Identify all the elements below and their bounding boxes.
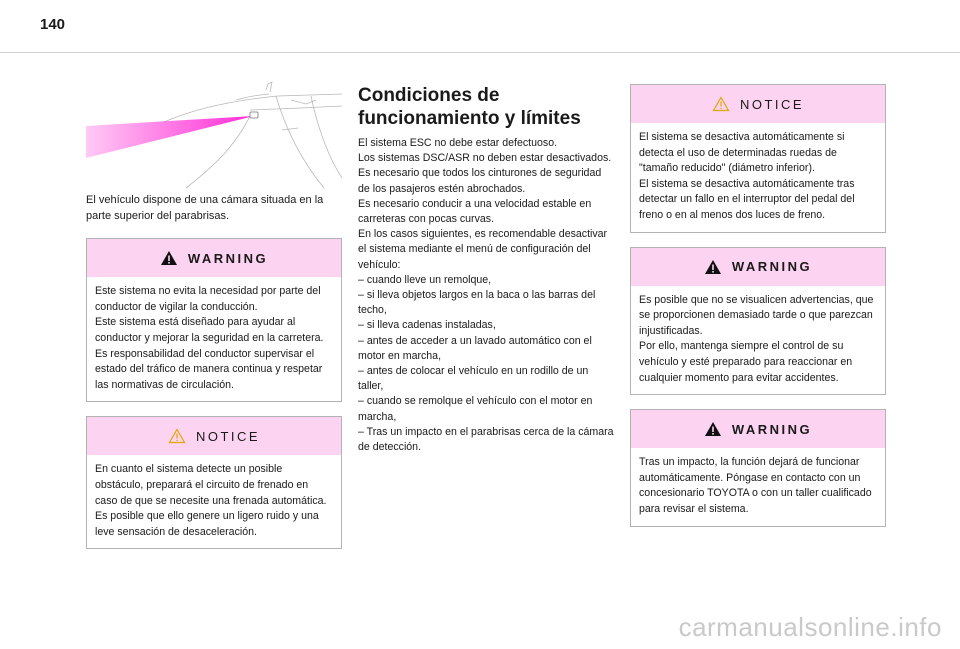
warning-box-alerts <box>630 247 886 396</box>
body-line: El sistema ESC no debe estar defectuoso. <box>358 137 558 149</box>
header-divider <box>0 52 960 53</box>
body-line: – antes de colocar el vehículo en un rodillo de un taller, <box>358 365 589 393</box>
windshield-camera-illustration <box>86 70 342 190</box>
notice-body <box>87 455 341 548</box>
warning-label: WARNING <box>731 421 813 437</box>
warning-line: Tras un impacto, la función dejará de funcionar automáticamente. Póngase en contacto con un concesionario TOYOTA o con un taller cualificado para revisar el sistema. <box>639 456 872 515</box>
notice-triangle-icon <box>168 428 186 444</box>
notice-line: En cuanto el sistema detecte un posible obstáculo, preparará el circuito de frenado en caso de que se necesite una frenada automática. <box>95 463 327 507</box>
notice-triangle-icon <box>712 96 730 112</box>
warning-label: WARNING <box>187 250 269 266</box>
camera-caption: El vehículo dispone de una cámara situada en la parte superior del parabrisas. <box>86 194 324 222</box>
notice-box-deactivation <box>630 84 886 233</box>
notice-line: El sistema se desactiva automáticamente tras detectar un fallo en el interruptor del pedal del freno o en al menos dos luces de freno. <box>639 177 855 221</box>
warning-triangle-icon <box>704 421 722 437</box>
page-number: 140 <box>40 16 66 33</box>
notice-label: NOTICE <box>739 96 805 112</box>
body-line: – cuando se remolque el vehículo con el motor en marcha, <box>358 395 593 423</box>
warning-line: Por ello, mantenga siempre el control de su vehículo y esté preparado para reaccionar en cualquier momento para evitar accidentes. <box>639 340 853 384</box>
body-line: En los casos siguientes, es recomendable desactivar el sistema mediante el menú de configuración del vehículo: <box>358 228 608 271</box>
left-column <box>86 70 342 549</box>
watermark: carmanualsonline.info <box>678 612 942 642</box>
notice-label: NOTICE <box>195 428 261 444</box>
notice-box-braking <box>86 416 342 549</box>
body-line: – si lleva cadenas instaladas, <box>358 319 496 332</box>
right-column <box>630 70 886 527</box>
warning-body <box>87 277 341 401</box>
body-line: – antes de acceder a un lavado automático con el motor en marcha, <box>358 334 592 362</box>
warning-triangle-icon <box>704 259 722 275</box>
notice-line: El sistema se desactiva automáticamente si detecta el uso de determinadas ruedas de "tamaño reducido" (diámetro inferior). <box>639 131 845 175</box>
body-line: – Tras un impacto en el parabrisas cerca de la cámara de detección. <box>358 425 614 454</box>
notice-body <box>631 123 885 232</box>
body-line: – si lleva objetos largos en la baca o las barras del techo, <box>358 289 596 317</box>
notice-line: Es posible que ello genere un ligero ruido y una leve sensación de desaceleración. <box>95 510 319 538</box>
warning-body <box>631 286 885 395</box>
body-line: Es necesario conducir a una velocidad estable en carreteras con pocas curvas. <box>358 197 592 226</box>
body-line: Es necesario que todos los cinturones de seguridad de los pasajeros estén abrochados. <box>358 167 602 195</box>
middle-column <box>358 70 614 455</box>
body-line: – cuando lleve un remolque, <box>358 273 492 286</box>
notice-header <box>87 417 341 455</box>
warning-label: WARNING <box>731 259 813 275</box>
conditions-text <box>358 136 614 455</box>
warning-line: Es posible que no se visualicen advertencias, que se proporcionen demasiado tarde o que parezcan injustificadas. <box>639 293 874 337</box>
warning-box-driver <box>86 238 342 402</box>
warning-box-impact <box>630 409 886 526</box>
warning-body <box>631 448 885 525</box>
warning-line: Es responsabilidad del conductor supervisar el estado del tráfico de manera continua y respetar las normativas de circulación. <box>95 347 323 391</box>
warning-line: Este sistema está diseñado para ayudar al conductor y mejorar la seguridad en la carretera. <box>95 316 324 344</box>
warning-line: Este sistema no evita la necesidad por parte del conductor de vigilar la conducción. <box>95 285 321 313</box>
body-line: Los sistemas DSC/ASR no deben estar desactivados. <box>358 152 612 165</box>
warning-header <box>87 239 341 277</box>
warning-header <box>631 410 885 448</box>
warning-triangle-icon <box>160 250 178 266</box>
warning-header <box>631 248 885 286</box>
section-title: Condiciones de funcionamiento y límites <box>358 85 581 129</box>
notice-header <box>631 85 885 123</box>
